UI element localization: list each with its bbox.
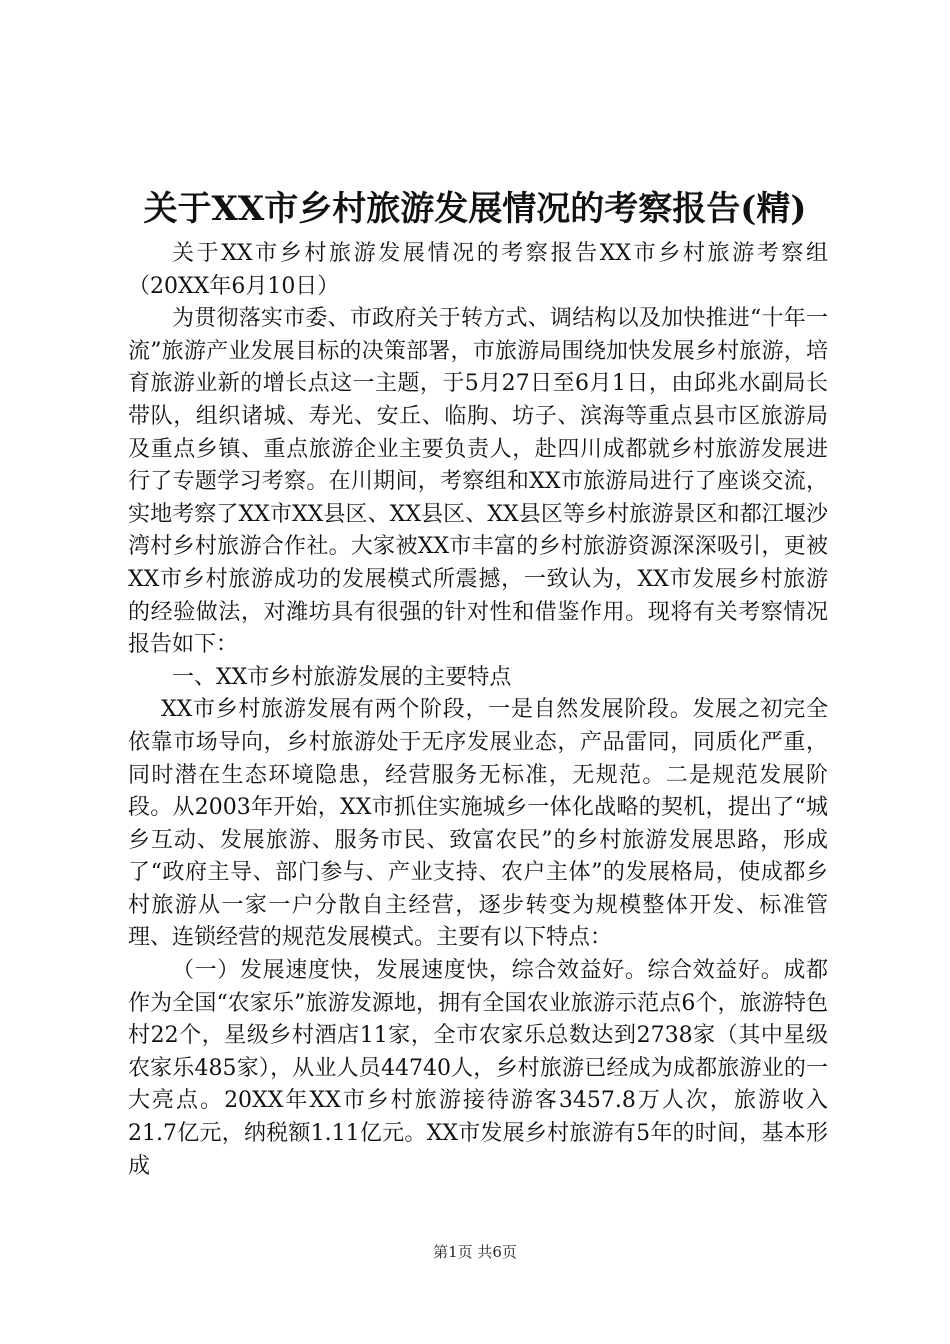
section-heading-1: 一、XX市乡村旅游发展的主要特点 [172, 664, 512, 690]
paragraph-feature-1: （一）发展速度快，发展速度快，综合效益好。综合效益好。成都作为全国“农家乐”旅游发源地，拥有全国农业旅游示范点6个，旅游特色村22个，星级乡村酒店11家，全市农家乐总数达到2738家（其中星级农家乐485家），从业人员44740人，乡村旅游已经成为成都旅游业的一大亮点。20XX年XX市乡村旅游接待游客3457.8万人次，旅游收入21.7亿元，纳税额1.11亿元。XX市发展乡村旅游有5年的时间，基本形成 [128, 958, 828, 1179]
page-footer: 第1页 共6页 [433, 1243, 517, 1261]
paragraph-intro: 关于XX市乡村旅游发展情况的考察报告XX市乡村旅游考察组（20XX年6月10日） [128, 241, 828, 299]
paragraph-background: 为贯彻落实市委、市政府关于转方式、调结构以及加快推进“十年一流”旅游产业发展目标的决策部署，市旅游局围绕加快发展乡村旅游，培育旅游业新的增长点这一主题，于5月27日至6月1日，由邱兆水副局长带队，组织诸城、寿光、安丘、临朐、坊子、滨海等重点县市区旅游局及重点乡镇、重点旅游企业主要负责人，赴四川成都就乡村旅游发展进行了专题学习考察。在川期间，考察组和XX市旅游局进行了座谈交流，实地考察了XX市XX县区、XX县区、XX县区等乡村旅游景区和都江堰沙湾村乡村旅游合作社。大家被XX市丰富的乡村旅游资源深深吸引，更被XX市乡村旅游成功的发展模式所震撼，一致认为，XX市发展乡村旅游的经验做法，对潍坊具有很强的针对性和借鉴作用。现将有关考察情况报告如下： [128, 306, 828, 658]
document-title: 关于XX市乡村旅游发展情况的考察报告(精) [143, 189, 807, 229]
document-body [128, 238, 828, 1183]
paragraph-development-stages: XX市乡村旅游发展有两个阶段，一是自然发展阶段。发展之初完全依靠市场导向，乡村旅游处于无序发展业态，产品雷同，同质化严重，同时潜在生态环境隐患，经营服务无标准，无规范。二是规范发展阶段。从2003年开始，XX市抓住实施城乡一体化战略的契机，提出了“城乡互动、发展旅游、服务市民、致富农民”的乡村旅游发展思路，形成了“政府主导、部门参与、产业支持、农户主体”的发展格局，使成都乡村旅游从一家一户分散自主经营，逐步转变为规模整体开发、标准管理、连锁经营的规范发展模式。主要有以下特点： [128, 697, 828, 951]
